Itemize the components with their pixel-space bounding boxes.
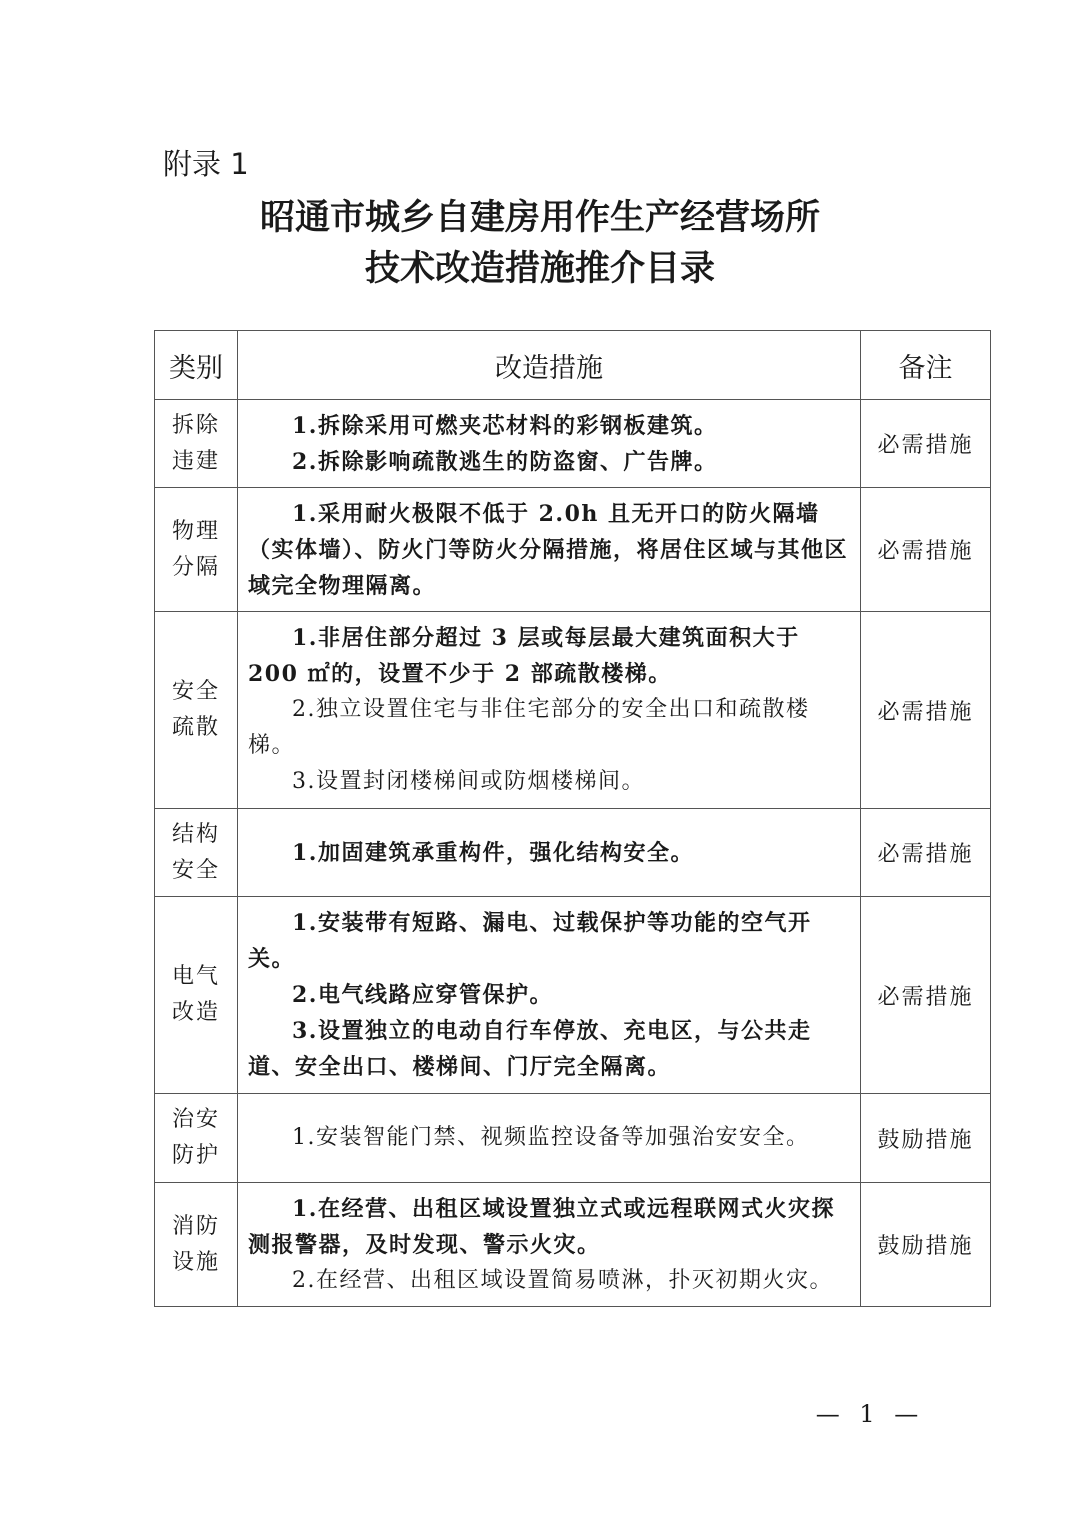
note-cell: 必需措施: [861, 400, 991, 488]
measures-cell: [238, 897, 861, 1094]
measures-cell: [238, 488, 861, 612]
measure-item: 3.设置独立的电动自行车停放、充电区，与公共走道、安全出口、楼梯间、门厅完全隔离。: [248, 1018, 812, 1080]
table-row: [155, 897, 991, 1094]
table-row: [155, 1183, 991, 1307]
measure-item: 1.加固建筑承重构件，强化结构安全。: [292, 839, 694, 866]
table-row: [155, 1094, 991, 1183]
measures-table: [154, 330, 991, 1307]
measure-item: 2.电气线路应穿管保护。: [292, 982, 553, 1008]
note-cell: 鼓励措施: [861, 1094, 991, 1183]
page-number: — 1 —: [815, 1400, 925, 1428]
note-cell: 必需措施: [861, 488, 991, 612]
category-cell: 安全 疏散: [155, 612, 238, 809]
measure-item: 1.非居住部分超过 3 层或每层最大建筑面积大于 200 ㎡的，设置不少于 2 部疏散楼梯。: [248, 625, 800, 687]
header-note: 备注: [861, 331, 991, 400]
table-row: [155, 612, 991, 809]
table-row: [155, 809, 991, 897]
category-cell: 电气 改造: [155, 897, 238, 1094]
measure-item: 1.安装带有短路、漏电、过载保护等功能的空气开关。: [248, 910, 812, 972]
measure-item: 1.在经营、出租区域设置独立式或远程联网式火灾探测报警器，及时发现、警示火灾。: [248, 1195, 835, 1258]
measures-cell: [238, 400, 861, 488]
table-header-row: [155, 331, 991, 400]
category-cell: 结构 安全: [155, 809, 238, 897]
category-cell: 消防 设施: [155, 1183, 238, 1307]
measure-item: 2.在经营、出租区域设置简易喷淋，扑灭初期火灾。: [292, 1267, 833, 1293]
measures-cell: [238, 612, 861, 809]
measure-item: 1.采用耐火极限不低于 2.0h 且无开口的防火隔墙（实体墙）、防火门等防火分隔措施，将居住区域与其他区域完全物理隔离。: [248, 500, 849, 599]
note-cell: 必需措施: [861, 809, 991, 897]
header-measures: 改造措施: [238, 331, 861, 400]
category-cell: 治安 防护: [155, 1094, 238, 1183]
table-row: [155, 400, 991, 488]
document-title-line-1: 昭通市城乡自建房用作生产经营场所: [259, 198, 820, 238]
measures-cell: [238, 809, 861, 897]
measure-item: 2.拆除影响疏散逃生的防盗窗、广告牌。: [292, 448, 718, 475]
measure-item: 3.设置封闭楼梯间或防烟楼梯间。: [292, 769, 645, 794]
document-title-line-2: 技术改造措施推介目录: [364, 249, 715, 289]
category-cell: 物理 分隔: [155, 488, 238, 612]
measure-item: 1.安装智能门禁、视频监控设备等加强治安安全。: [292, 1125, 810, 1150]
note-cell: 必需措施: [861, 897, 991, 1094]
table-row: [155, 488, 991, 612]
note-cell: 鼓励措施: [861, 1183, 991, 1307]
measure-item: 1.拆除采用可燃夹芯材料的彩钢板建筑。: [292, 412, 718, 439]
measures-cell: [238, 1183, 861, 1307]
header-category: 类别: [155, 331, 238, 400]
note-cell: 必需措施: [861, 612, 991, 809]
appendix-label: 附录 1: [163, 147, 249, 181]
category-cell: 拆除 违建: [155, 400, 238, 488]
measures-cell: [238, 1094, 861, 1183]
measure-item: 2.独立设置住宅与非住宅部分的安全出口和疏散楼梯。: [248, 697, 810, 758]
